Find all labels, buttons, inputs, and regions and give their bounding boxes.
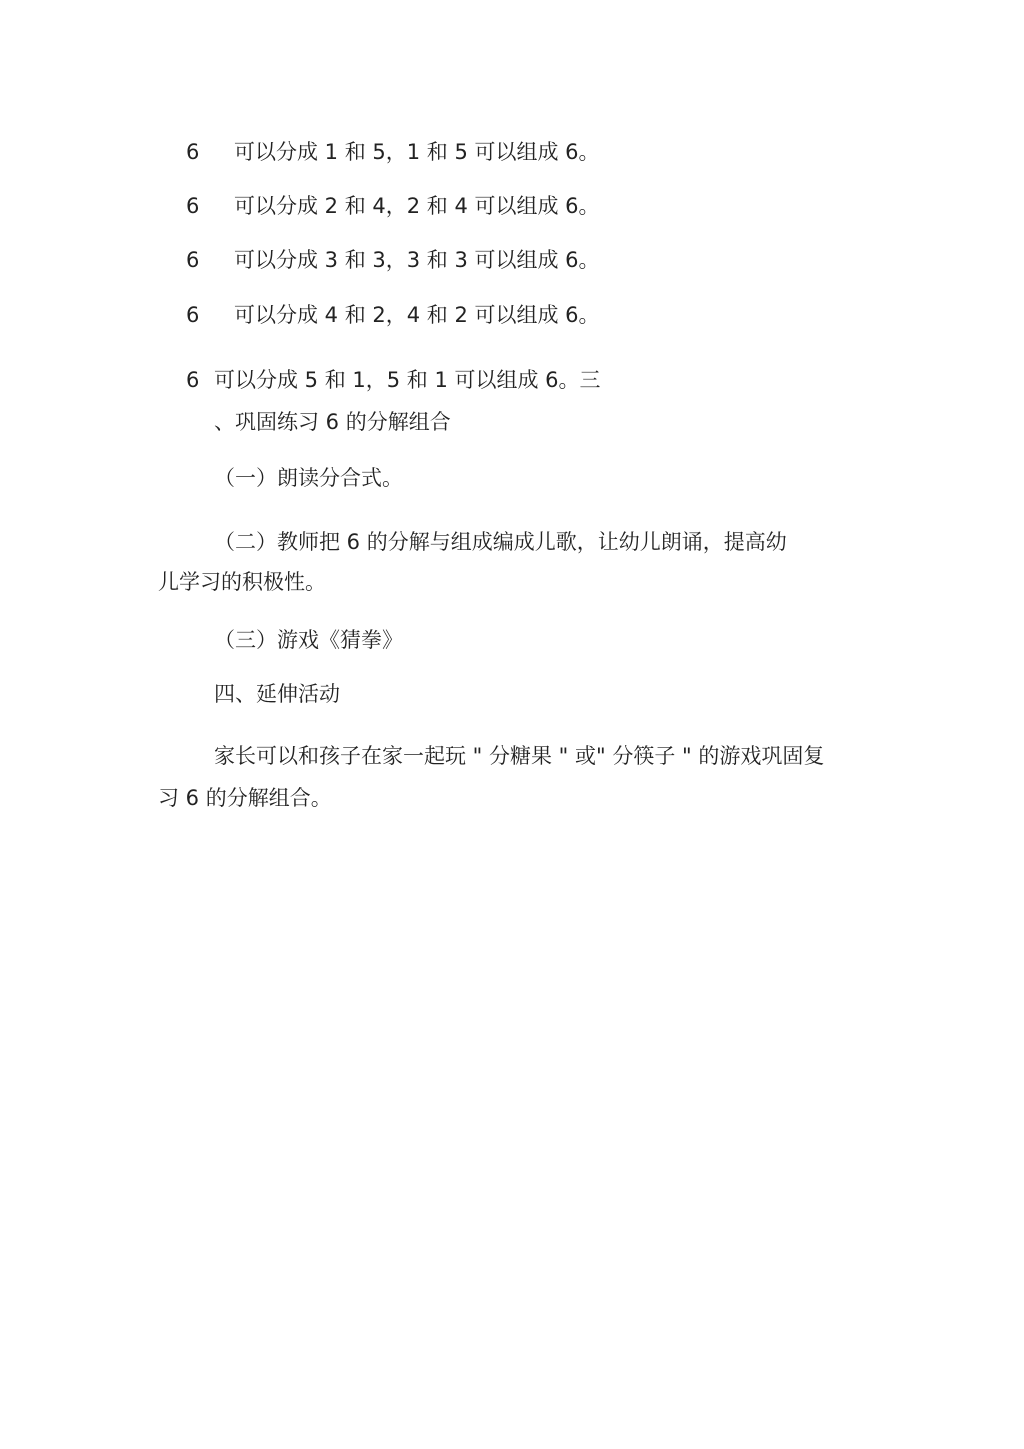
row-text: 可以分成 5 和 1，5 和 1 可以组成 6。三 — [214, 368, 601, 392]
item-2-line-2: 儿学习的积极性。 — [158, 570, 326, 594]
row-text: 可以分成 4 和 2，4 和 2 可以组成 6。 — [234, 303, 600, 327]
row-number: 6 — [186, 303, 200, 327]
extension-paragraph-line-2: 习 6 的分解组合。 — [158, 786, 332, 810]
item-1: （一）朗读分合式。 — [214, 466, 403, 490]
decomposition-row — [186, 248, 600, 273]
section-heading-3: 、巩固练习 6 的分解组合 — [214, 410, 451, 434]
row-number: 6 — [186, 194, 200, 218]
row-text: 可以分成 3 和 3，3 和 3 可以组成 6。 — [234, 248, 600, 272]
row-text: 可以分成 1 和 5，1 和 5 可以组成 6。 — [234, 140, 600, 164]
decomposition-row-last — [186, 368, 601, 393]
section-heading-4: 四、延伸活动 — [214, 682, 340, 706]
item-2-line-1: （二）教师把 6 的分解与组成编成儿歌，让幼儿朗诵，提高幼 — [214, 530, 787, 554]
decomposition-row — [186, 140, 600, 165]
decomposition-row — [186, 303, 600, 328]
item-3: （三）游戏《猜拳》 — [214, 628, 403, 652]
row-text: 可以分成 2 和 4，2 和 4 可以组成 6。 — [234, 194, 600, 218]
row-number: 6 — [186, 368, 200, 392]
decomposition-row — [186, 194, 600, 219]
extension-paragraph-line-1: 家长可以和孩子在家一起玩 " 分糖果 " 或" 分筷子 " 的游戏巩固复 — [214, 744, 825, 768]
row-number: 6 — [186, 140, 200, 164]
row-number: 6 — [186, 248, 200, 272]
